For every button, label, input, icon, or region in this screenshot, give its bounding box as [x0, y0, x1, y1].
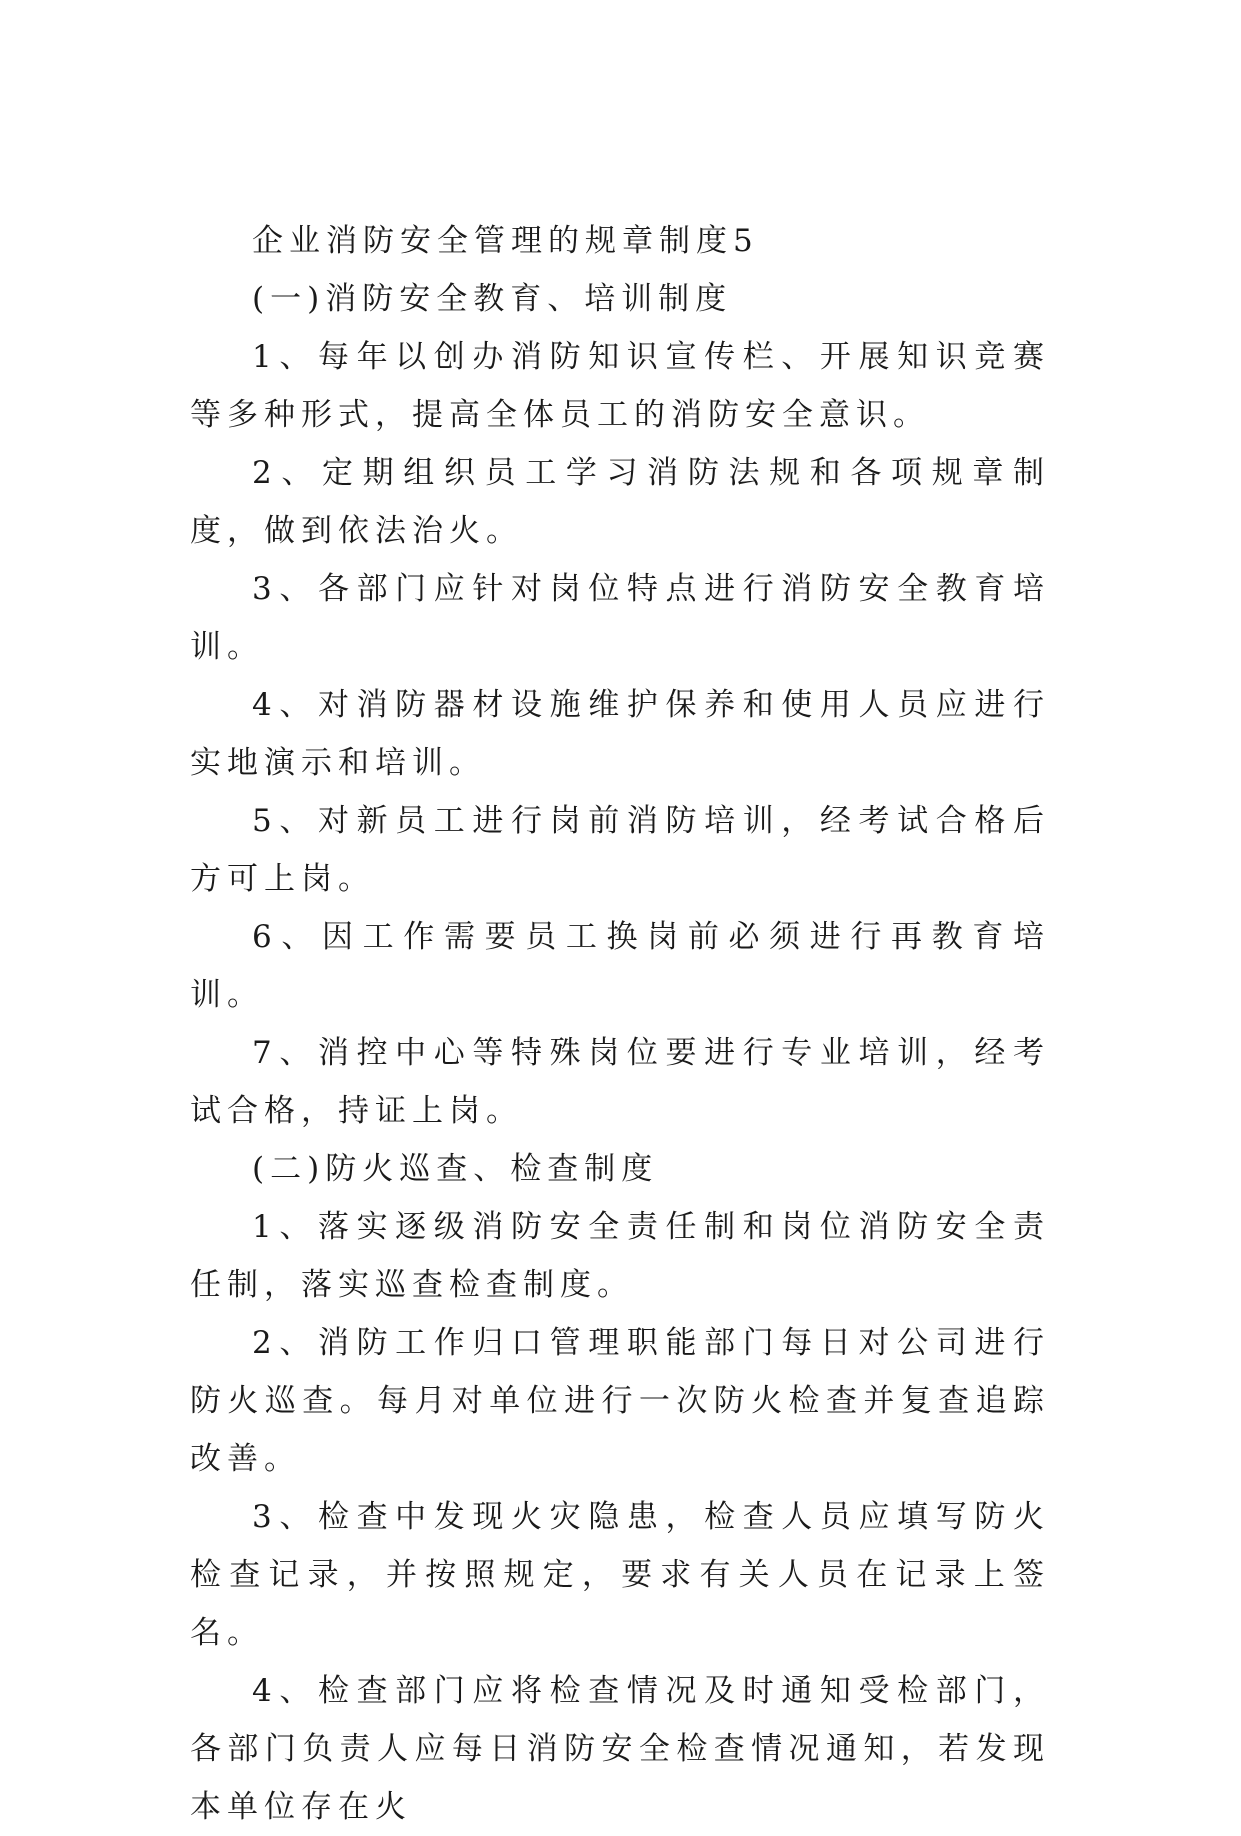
paragraph: 1、每年以创办消防知识宣传栏、开展知识竞赛等多种形式，提高全体员工的消防安全意识。: [190, 339, 1050, 433]
section-heading-2: (二)防火巡查、检查制度: [252, 1151, 659, 1187]
paragraph: 2、消防工作归口管理职能部门每日对公司进行防火巡查。每月对单位进行一次防火检查并复查追踪改善。: [190, 1325, 1050, 1477]
paragraph: 1、落实逐级消防安全责任制和岗位消防安全责任制，落实巡查检查制度。: [190, 1209, 1050, 1303]
section-heading-1: (一)消防安全教育、培训制度: [252, 281, 733, 317]
document-body: [190, 212, 1050, 1836]
paragraph: 6、因工作需要员工换岗前必须进行再教育培训。: [190, 919, 1050, 1013]
document-title: 企业消防安全管理的规章制度5: [252, 223, 759, 259]
paragraph: 3、检查中发现火灾隐患，检查人员应填写防火检查记录，并按照规定，要求有关人员在记录上签名。: [190, 1499, 1050, 1651]
paragraph: 4、检查部门应将检查情况及时通知受检部门，各部门负责人应每日消防安全检查情况通知，若发现本单位存在火: [190, 1673, 1050, 1825]
paragraph: 4、对消防器材设施维护保养和使用人员应进行实地演示和培训。: [190, 687, 1050, 781]
paragraph: 3、各部门应针对岗位特点进行消防安全教育培训。: [190, 571, 1050, 665]
paragraph: 7、消控中心等特殊岗位要进行专业培训，经考试合格，持证上岗。: [190, 1035, 1050, 1129]
paragraph: 2、定期组织员工学习消防法规和各项规章制度，做到依法治火。: [190, 455, 1050, 549]
paragraph: 5、对新员工进行岗前消防培训，经考试合格后方可上岗。: [190, 803, 1050, 897]
